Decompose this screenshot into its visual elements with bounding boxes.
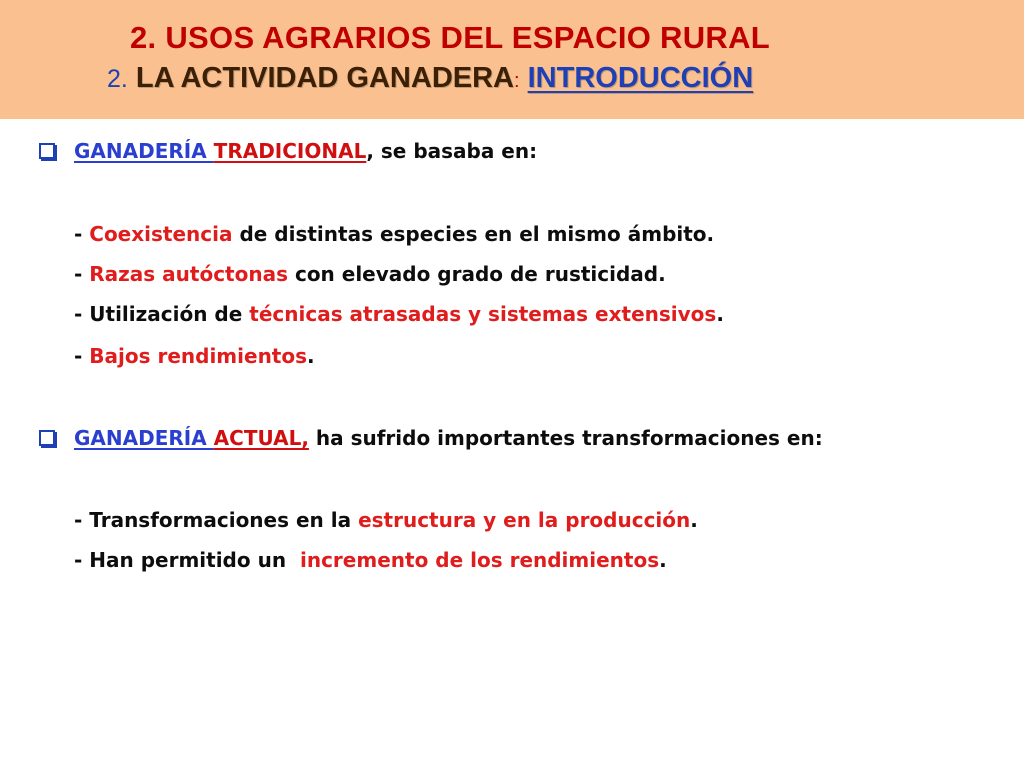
list-item-highlight: técnicas atrasadas y sistemas extensivos xyxy=(249,302,717,326)
list-item-text: . xyxy=(716,302,724,326)
checkbox-bullet-icon xyxy=(39,430,55,446)
heading-tradicional: TRADICIONAL xyxy=(213,139,367,163)
subtitle-topic: INTRODUCCIÓN xyxy=(527,62,754,94)
subtitle-colon: : xyxy=(513,70,520,92)
list-item xyxy=(74,222,714,246)
list-item xyxy=(74,548,667,572)
list-item-highlight: estructura y en la producción xyxy=(358,508,691,532)
slide-subtitle xyxy=(107,62,753,95)
list-item-text: . xyxy=(690,508,698,532)
list-item-prefix: - xyxy=(74,262,90,286)
list-item-text: . xyxy=(307,344,315,368)
list-item-text: con elevado grado de rusticidad. xyxy=(288,262,666,286)
list-item-highlight: Razas autóctonas xyxy=(89,262,288,286)
list-item-prefix: - xyxy=(74,344,90,368)
list-item-prefix: - xyxy=(74,222,90,246)
heading-rest: , se basaba en: xyxy=(366,139,538,163)
list-item-highlight: Coexistencia xyxy=(89,222,233,246)
title-banner xyxy=(0,0,1024,119)
list-item-prefix: - Han permitido un xyxy=(74,548,300,572)
list-item-prefix: - Utilización de xyxy=(74,302,250,326)
list-item xyxy=(74,508,698,532)
heading-ganaderia: GANADERÍA xyxy=(74,426,214,450)
slide-title: 2. USOS AGRARIOS DEL ESPACIO RURAL xyxy=(130,20,771,55)
list-item xyxy=(74,344,315,368)
heading-actual: ACTUAL, xyxy=(213,426,309,450)
list-item-text: . xyxy=(659,548,667,572)
list-item-highlight: incremento de los rendimientos xyxy=(299,548,660,572)
list-item-text: de distintas especies en el mismo ámbito. xyxy=(232,222,715,246)
list-item-highlight: Bajos rendimientos xyxy=(89,344,308,368)
list-item xyxy=(74,302,724,326)
subtitle-number: 2. xyxy=(107,65,128,93)
section-heading-traditional xyxy=(74,139,537,163)
heading-rest: ha sufrido importantes transformaciones en: xyxy=(308,426,823,450)
section-heading-current xyxy=(74,426,823,450)
list-item xyxy=(74,262,666,286)
heading-ganaderia: GANADERÍA xyxy=(74,139,214,163)
checkbox-bullet-icon xyxy=(39,143,55,159)
list-item-prefix: - Transformaciones en la xyxy=(74,508,359,532)
subtitle-heading: LA ACTIVIDAD GANADERA xyxy=(135,62,514,94)
